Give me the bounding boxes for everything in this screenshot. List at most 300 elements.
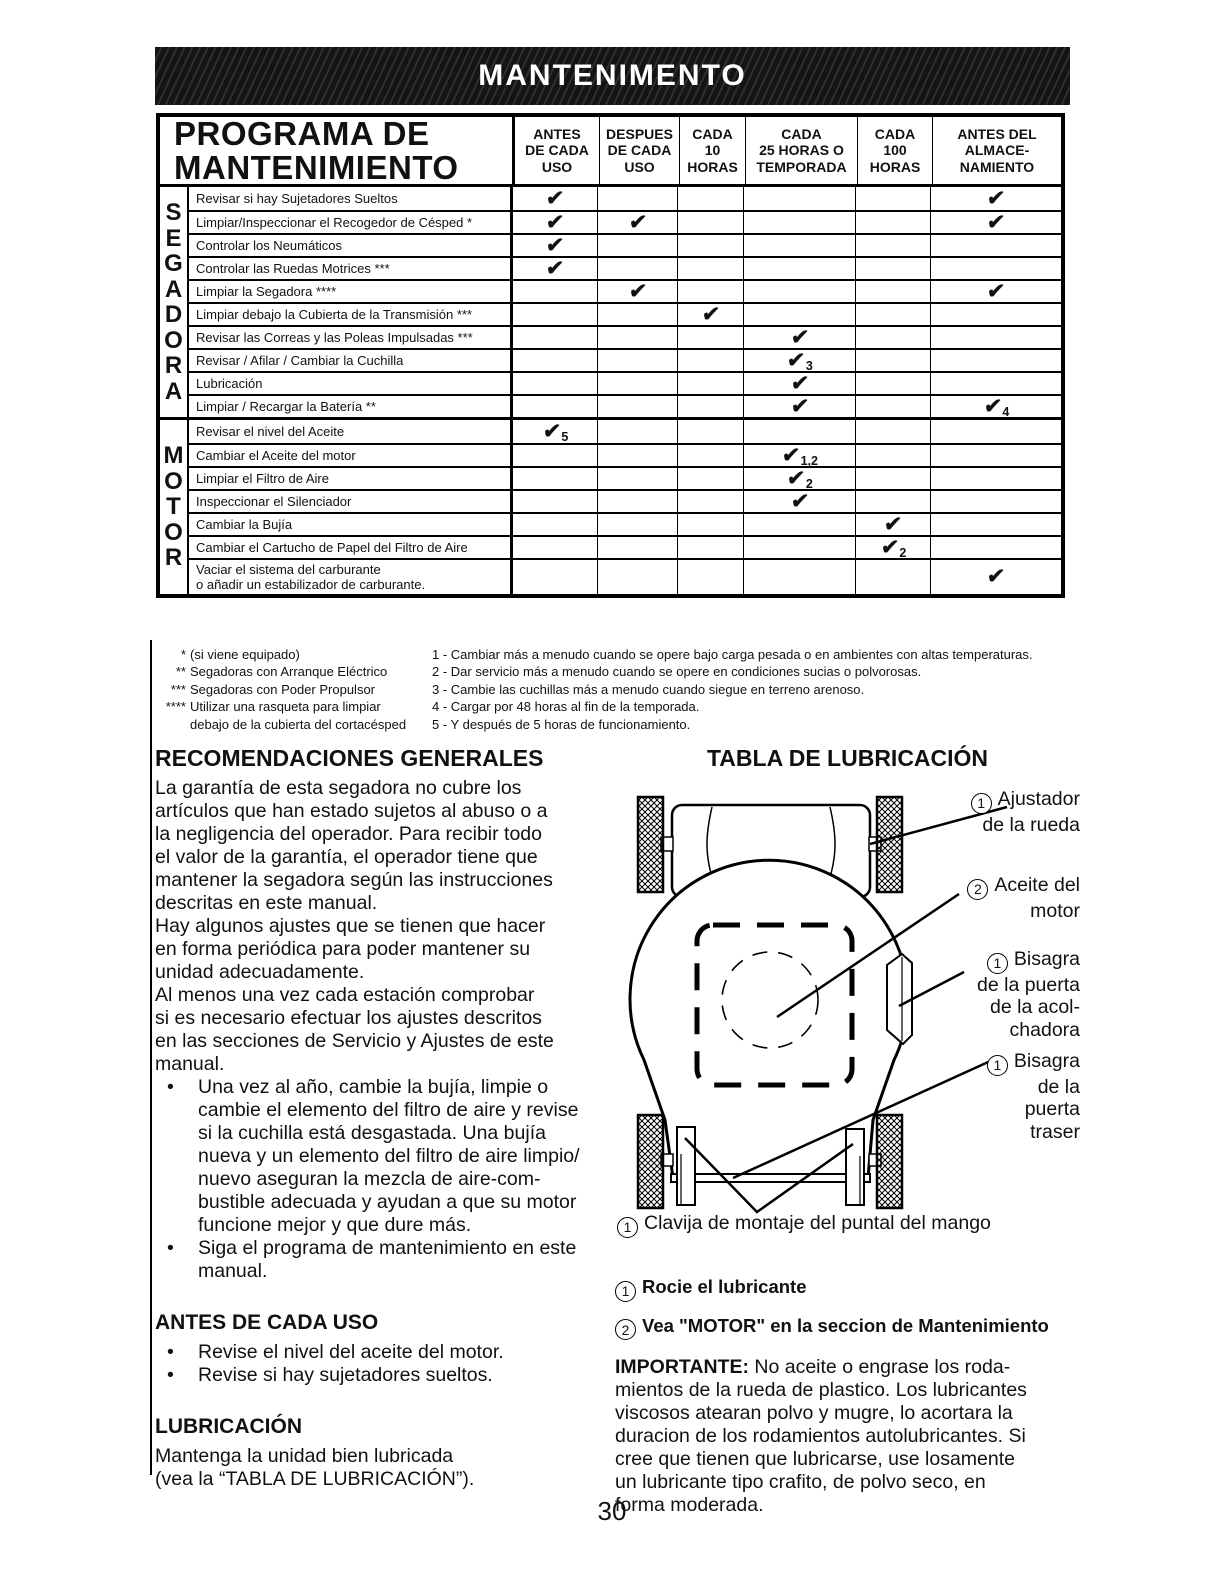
check-cell (597, 350, 677, 371)
section-rows (189, 420, 1061, 594)
check-cell (855, 281, 930, 302)
bullet-text: Siga el programa de mantenimiento en este (198, 1237, 577, 1259)
circled-number: 1 (987, 1055, 1008, 1076)
rail-letter: A (164, 377, 183, 405)
check-cell (743, 212, 855, 233)
task-line: Limpiar el Filtro de Aire (196, 471, 329, 486)
task-text (196, 448, 356, 463)
check-cell (743, 327, 855, 348)
lubrication-diagram (615, 782, 1080, 1250)
table-row (189, 210, 1061, 233)
section-rail-label (160, 420, 189, 594)
check-cell (930, 281, 1061, 302)
callout-line (971, 814, 1080, 837)
rail-letter: T (166, 493, 181, 521)
task-line: o añadir un estabilizador de carburante. (196, 577, 426, 592)
rail-letter: D (164, 301, 183, 328)
table-row (189, 279, 1061, 302)
important-line (615, 1379, 1080, 1402)
check-cell (677, 235, 743, 256)
column-header-line: DESPUES (606, 125, 673, 142)
schedule-title (160, 114, 515, 186)
check-cell (597, 468, 677, 489)
rail-letter: R (164, 352, 183, 379)
check-mark-icon: ✔ (986, 210, 1007, 234)
task-cell (189, 491, 513, 512)
column-header-line: USO (624, 158, 655, 175)
important-body (615, 1356, 1080, 1517)
check-cell (855, 373, 930, 394)
check-mark-icon: ✔ (986, 565, 1007, 588)
footnote-stars: * (180, 647, 186, 662)
footnotes-left (160, 646, 432, 733)
schedule-header-columns (515, 117, 1061, 184)
column-header-line: USO (541, 158, 573, 175)
rear-right-wheel (877, 1115, 902, 1208)
lubrication-notes (615, 1276, 1080, 1340)
check-cell (513, 258, 597, 279)
footnotes-right (432, 646, 1065, 733)
task-cell (189, 420, 513, 443)
task-cell (189, 281, 513, 302)
rear-bar (671, 1174, 870, 1182)
banner-title: MANTENIMENTO (478, 59, 747, 92)
diagram-callout (967, 874, 1080, 922)
table-row (189, 420, 1061, 443)
check-cell (930, 235, 1061, 256)
check-mark-icon: ✔ (786, 466, 807, 490)
check-cell (743, 281, 855, 302)
check-mark-icon: ✔ (541, 419, 562, 443)
note-text: Vea "MOTOR" en la seccion de Mantenimiento (642, 1314, 1049, 1336)
table-row (189, 371, 1061, 394)
footnote-right-line: 1 - Cambiar más a menudo cuando se opere bajo carga pesada o en ambientes con altas temperaturas. (432, 647, 1033, 662)
front-right-wheel (877, 797, 902, 892)
task-text (196, 376, 263, 391)
callout-text: puerta (1024, 1098, 1080, 1121)
footnote-text: debajo de la cubierta del cortacésped (190, 716, 407, 732)
before-use-body (155, 1341, 610, 1387)
column-header-line: CADA (781, 125, 822, 142)
column-header-line: CADA (874, 125, 916, 142)
task-line: Controlar las Ruedas Motrices *** (196, 261, 390, 276)
check-cell (855, 212, 930, 233)
check-cell (855, 396, 930, 417)
column-header (679, 117, 745, 184)
footnote-left-line (160, 716, 432, 733)
scan-margin-line (150, 640, 152, 1475)
left-column (155, 745, 610, 1491)
bullet-marker: • (167, 1076, 174, 1098)
task-text (196, 517, 292, 532)
task-text (196, 261, 390, 276)
footnote-right-line: 3 - Cambie las cuchillas más a menudo cuando siegue en terreno arenoso. (432, 681, 865, 697)
before-use-heading: ANTES DE CADA USO (155, 1311, 379, 1334)
callout-text: Bisagra (1013, 1050, 1080, 1072)
column-header-line: 25 HORAS O (759, 142, 844, 159)
task-cell (189, 304, 513, 325)
check-cell (677, 445, 743, 466)
rail-letter: G (164, 250, 183, 277)
rail-letter: O (164, 467, 183, 495)
callout-line (977, 974, 1080, 997)
check-cell (930, 468, 1061, 489)
important-label: IMPORTANTE: (615, 1356, 755, 1378)
check-mark-icon: ✔ (786, 348, 807, 372)
section-banner (155, 47, 1070, 105)
callout-text: Aceite del (994, 874, 1080, 896)
important-text: un lubricante tipo crafito, de polvo seco, en (615, 1471, 986, 1493)
rail-letter: S (165, 199, 182, 226)
handle-strut (846, 1129, 864, 1205)
page-number: 30 (597, 1496, 627, 1526)
table-row (189, 302, 1061, 325)
task-text (196, 540, 468, 555)
column-header-line: 100 (883, 142, 907, 159)
check-cell (743, 514, 855, 535)
check-mark-icon: ✔ (986, 186, 1007, 210)
check-cell (743, 373, 855, 394)
check-cell (677, 468, 743, 489)
footnote-left-line (160, 663, 432, 680)
column-header (857, 117, 932, 184)
column-header-line: ANTES DEL (957, 125, 1037, 142)
check-cell (677, 560, 743, 594)
column-header (932, 117, 1061, 184)
check-cell (677, 212, 743, 233)
table-row (189, 443, 1061, 466)
callout-text: Ajustador (997, 788, 1080, 810)
bullet-marker: • (167, 1237, 174, 1259)
bullet-line (155, 1237, 610, 1260)
paragraph-line: manual. (155, 1053, 225, 1075)
bullet-marker: • (167, 1364, 174, 1386)
callout-line (977, 948, 1080, 974)
rear-left-wheel (638, 1115, 663, 1208)
callout-text: de la acol- (990, 996, 1080, 1019)
check-cell (597, 560, 677, 594)
check-cell (597, 281, 677, 302)
check-cell (855, 537, 930, 558)
task-text (196, 307, 472, 322)
check-cell (855, 350, 930, 371)
check-cell (743, 258, 855, 279)
task-cell (189, 514, 513, 535)
bullet-line (155, 1099, 610, 1122)
check-mark-icon: ✔ (627, 210, 648, 234)
task-line: Controlar los Neumáticos (196, 238, 342, 253)
circled-number: 1 (971, 793, 992, 814)
paragraph-line: (vea la “TABLA DE LUBRICACIÓN”). (155, 1468, 475, 1490)
check-cell (855, 327, 930, 348)
check-cell (597, 187, 677, 210)
important-line (615, 1402, 1080, 1425)
callout-text: motor (1030, 899, 1080, 922)
check-cell (743, 396, 855, 417)
table-row (189, 394, 1061, 417)
check-cell (597, 514, 677, 535)
footnote-left-line (160, 681, 432, 698)
right-column (615, 745, 1080, 1517)
task-text (196, 399, 376, 414)
check-cell (930, 420, 1061, 443)
mulch-door (887, 954, 912, 1044)
footnote-text: Segadoras con Arranque Eléctrico (190, 664, 388, 680)
check-cell (855, 258, 930, 279)
bullet-line (155, 1122, 610, 1145)
rail-letter: E (165, 224, 182, 252)
paragraph-line: en las secciones de Servicio y Ajustes de este (155, 1030, 554, 1052)
callout-line (987, 1121, 1080, 1144)
check-cell (855, 468, 930, 489)
check-mark-icon: ✔ (545, 210, 566, 234)
check-mark-icon: ✔ (789, 489, 810, 513)
check-cell (743, 187, 855, 210)
paragraph-line: en forma periódica para poder mantener su (155, 938, 531, 960)
important-line (615, 1448, 1080, 1471)
mower-deck (630, 860, 908, 1178)
table-row (189, 512, 1061, 535)
check-mark-icon: ✔ (982, 394, 1003, 418)
footnote-stars: ** (175, 664, 186, 680)
check-cell (855, 445, 930, 466)
check-cell (513, 281, 597, 302)
check-cell (677, 396, 743, 417)
callout-text: Bisagra (1013, 948, 1080, 970)
task-line: Cambiar el Aceite del motor (196, 448, 356, 463)
lubrication-note (615, 1276, 1080, 1302)
check-cell (930, 327, 1061, 348)
bullet-line (155, 1076, 610, 1099)
table-row (189, 325, 1061, 348)
footnote-right-line: 4 - Cargar por 48 horas al fin de la temporada. (432, 699, 700, 715)
check-cell (513, 468, 597, 489)
bullet-text: Una vez al año, cambie la bujía, limpie o (198, 1076, 549, 1098)
check-cell (597, 445, 677, 466)
column-header-line: HORAS (687, 158, 738, 175)
check-cell (597, 537, 677, 558)
table-row (189, 489, 1061, 512)
check-cell (597, 491, 677, 512)
table-row (189, 466, 1061, 489)
bullet-text: si la cuchilla está desgastada. Una bujía (198, 1122, 546, 1144)
task-text (196, 353, 403, 368)
check-cell (513, 396, 597, 417)
important-line (615, 1425, 1080, 1448)
check-mark-icon: ✔ (700, 302, 721, 326)
check-cell (513, 373, 597, 394)
lubrication-table-heading: TABLA DE LUBRICACIÓN (706, 745, 989, 771)
task-text (196, 330, 473, 345)
paragraph-line: artículos que han estado sujetos al abuso o a (155, 800, 548, 822)
check-subscript: 2 (805, 476, 813, 491)
callout-text: de la rueda (982, 813, 1080, 836)
task-text (196, 191, 398, 206)
check-cell (597, 212, 677, 233)
check-cell (513, 560, 597, 594)
check-cell (855, 491, 930, 512)
check-subscript: 3 (805, 358, 813, 373)
check-cell (743, 445, 855, 466)
footnote-stars: *** (170, 681, 186, 697)
check-cell (677, 373, 743, 394)
table-row (189, 558, 1061, 594)
paragraph-line: Al menos una vez cada estación comprobar (155, 984, 535, 1006)
callout-line (987, 1076, 1080, 1099)
check-cell (597, 373, 677, 394)
table-row (189, 233, 1061, 256)
bullet-line (155, 1168, 610, 1191)
task-line: Revisar las Correas y las Poleas Impulsadas *** (196, 330, 473, 345)
column-header-line: DE CADA (525, 142, 589, 159)
bullet-text: nueva y un elemento del filtro de aire limpio/ (198, 1145, 580, 1167)
check-cell (743, 304, 855, 325)
task-line: Cambiar la Bujía (196, 517, 293, 532)
recommendations-body (155, 777, 610, 1283)
check-cell (677, 327, 743, 348)
check-cell (855, 420, 930, 443)
callout-text: chadora (1009, 1018, 1080, 1041)
callout-line (971, 788, 1080, 814)
rail-letter: R (164, 544, 183, 572)
task-cell (189, 327, 513, 348)
callout-text: traser (1030, 1120, 1080, 1143)
table-row (189, 348, 1061, 371)
table-row (189, 256, 1061, 279)
schedule-section (160, 417, 1061, 594)
check-cell (677, 187, 743, 210)
paragraph-line: si es necesario efectuar los ajustes descritos (155, 1007, 542, 1029)
diagram-callout (987, 1050, 1080, 1143)
task-cell (189, 445, 513, 466)
table-row (189, 535, 1061, 558)
check-mark-icon: ✔ (545, 256, 566, 280)
callout-line (987, 1098, 1080, 1121)
important-text: No aceite o engrase los roda- (754, 1356, 1011, 1378)
footnote-stars: **** (165, 699, 186, 715)
check-cell (677, 281, 743, 302)
diagram-callout (971, 788, 1080, 836)
footnote-right-line: 2 - Dar servicio más a menudo cuando se opere en condiciones sucias o polvorosas. (432, 664, 922, 680)
diagram-caption (617, 1212, 991, 1238)
task-text (196, 562, 425, 592)
task-line: Revisar / Afilar / Cambiar la Cuchilla (196, 353, 404, 368)
task-line: Cambiar el Cartucho de Papel del Filtro de Aire (196, 540, 468, 555)
check-subscript: 1,2 (800, 453, 818, 468)
check-cell (597, 420, 677, 443)
circled-number: 2 (615, 1319, 636, 1340)
footnote-text: Segadoras con Poder Propulsor (190, 681, 376, 697)
check-cell (930, 212, 1061, 233)
check-cell (930, 304, 1061, 325)
check-cell (930, 373, 1061, 394)
diagram-callout (977, 948, 1080, 1041)
bullet-marker: • (167, 1341, 174, 1363)
check-cell (855, 304, 930, 325)
column-header-line: HORAS (869, 158, 921, 175)
check-cell (677, 258, 743, 279)
paragraph-line: unidad adecuadamente. (155, 961, 365, 983)
paragraph-line: Hay algunos ajustes que se tienen que hacer (155, 915, 546, 937)
check-cell (930, 396, 1061, 417)
check-mark-icon: ✔ (986, 279, 1007, 303)
check-cell (855, 514, 930, 535)
check-cell (597, 258, 677, 279)
lubrication-heading: LUBRICACIÓN (155, 1415, 302, 1438)
bullet-line (155, 1145, 610, 1168)
bullet-text: manual. (198, 1260, 268, 1282)
task-line: Revisar el nivel del Aceite (196, 424, 345, 439)
circled-number: 1 (617, 1217, 638, 1238)
check-cell (597, 327, 677, 348)
footnote-left-line (160, 646, 432, 663)
bullet-text: nuevo aseguran la mezcla de aire-com- (198, 1168, 541, 1190)
recommendations-heading: RECOMENDACIONES GENERALES (155, 745, 544, 771)
task-text (196, 494, 351, 509)
check-cell (597, 304, 677, 325)
column-header (599, 117, 679, 184)
check-cell (513, 514, 597, 535)
paragraph-line: descritas en este manual. (155, 892, 378, 914)
rail-letter: A (164, 275, 183, 303)
callout-line (977, 996, 1080, 1019)
task-cell (189, 187, 513, 210)
task-cell (189, 560, 513, 594)
maintenance-schedule-table (156, 113, 1065, 598)
rail-letter: O (164, 326, 183, 354)
schedule-title-line: PROGRAMA DE (174, 114, 430, 152)
bullet-text: cambie el elemento del filtro de aire y revise (198, 1099, 579, 1121)
task-text (196, 238, 342, 253)
check-cell (743, 491, 855, 512)
check-cell (677, 491, 743, 512)
callout-line (967, 900, 1080, 923)
section-rows (189, 187, 1061, 417)
check-cell (930, 187, 1061, 210)
check-cell (513, 212, 597, 233)
rail-letter: O (164, 518, 183, 546)
bullet-line (155, 1364, 610, 1387)
column-header-line: ANTES (533, 125, 581, 142)
check-cell (930, 514, 1061, 535)
check-cell (513, 327, 597, 348)
check-cell (677, 537, 743, 558)
bullet-line (155, 1260, 610, 1283)
column-header-line: DE CADA (607, 142, 672, 159)
column-header-line: CADA (692, 125, 733, 142)
check-cell (597, 396, 677, 417)
bullet-line (155, 1191, 610, 1214)
footnotes (160, 646, 1065, 733)
check-mark-icon: ✔ (879, 535, 900, 559)
schedule-header (160, 114, 1061, 187)
paragraph-line: el valor de la garantía, el operador tiene que (155, 846, 538, 868)
column-header (745, 117, 857, 184)
bullet-text: Revise el nivel del aceite del motor. (198, 1341, 504, 1363)
check-mark-icon: ✔ (789, 394, 810, 418)
check-cell (513, 187, 597, 210)
check-mark-icon: ✔ (883, 512, 904, 536)
callout-text: de la puerta (977, 973, 1080, 996)
check-cell (743, 537, 855, 558)
rail-letter: M (163, 442, 184, 470)
task-cell (189, 350, 513, 371)
schedule-section (160, 187, 1061, 417)
footnote-right-line: 5 - Y después de 5 horas de funcionamiento. (432, 716, 691, 732)
check-cell (930, 537, 1061, 558)
schedule-body (160, 187, 1061, 594)
important-line (615, 1356, 1080, 1379)
